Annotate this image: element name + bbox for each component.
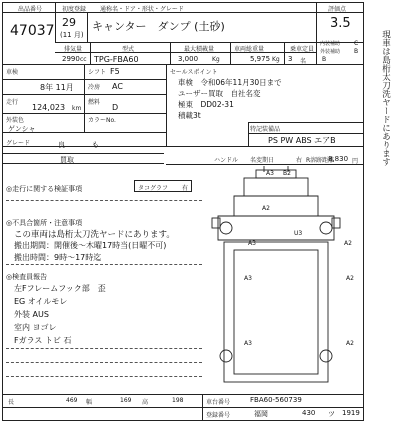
model-name: キャンター ダンプ (土砂) (92, 20, 225, 33)
mileage-label: 走行 (6, 99, 19, 106)
diagram-mark: B2 (283, 170, 291, 177)
equip-value: PS PW ABS エアB (268, 136, 336, 145)
weight-value: 5,975 (250, 55, 271, 63)
handle-label: ハンドル (214, 157, 239, 164)
width-label: 幅 (86, 399, 93, 406)
year-era: 29 (62, 16, 76, 29)
grade-value2: も (92, 141, 99, 149)
year-month: (11 月) (60, 31, 84, 39)
check-line-5: Fガラス トビ 石 (14, 336, 72, 345)
type-label: 型式 (122, 46, 135, 53)
side-note: 現車は島桁太刀洗ヤードにあります (380, 30, 391, 166)
load-value: 3,000 (178, 55, 199, 63)
width-value: 169 (120, 397, 132, 404)
diagram-mark: A2 (346, 275, 354, 282)
bad-line-2: 搬出期間：開催後～木曜17時当(日曜不可) (14, 241, 167, 250)
bad-line-1: この車両は島桁太刀洗ヤードにあります。 (14, 230, 175, 240)
cap-label: 乗車定員 (290, 46, 315, 53)
shift-label: シフト (88, 69, 107, 76)
plate-label: 登録番号 (206, 412, 231, 419)
r-unit: 円 (352, 158, 359, 165)
check-line-4: 室内 ヨゴレ (14, 323, 57, 332)
check-line-3: 外装 AUS (14, 310, 49, 319)
diagram-mark: A2 (344, 240, 352, 247)
mileage-unit: km (72, 105, 82, 112)
shift-value: F5 (110, 67, 120, 76)
diagram-mark: U3 (294, 230, 303, 237)
fuel-value: D (112, 103, 119, 112)
height-value: 198 (172, 397, 184, 404)
weight-label: 車両総重量 (234, 46, 265, 53)
fuel-label: 燃料 (88, 99, 101, 106)
selling-point-3: 極東 DD02-31 (178, 100, 234, 109)
ext-label: 外装補助 (320, 49, 341, 55)
plate-kana: ツ (328, 410, 335, 418)
diagram-mark: A3 (248, 240, 256, 247)
diagram-mark: A2 (262, 205, 270, 212)
load-unit: Kg (212, 56, 220, 63)
r-num: 8,830 (328, 155, 349, 163)
check-line-2: EG オイルモレ (14, 297, 68, 306)
diagram-mark: A3 (266, 170, 274, 177)
ownership-label: 名変期日 (250, 157, 275, 164)
cap-unit: 名 (300, 58, 307, 65)
color-label: 外装色 (6, 117, 25, 124)
ac-label: 冷房 (88, 84, 101, 91)
ac-value: AC (112, 82, 123, 91)
grade-label: グレード (6, 140, 31, 147)
buy-label: 買取 (60, 156, 74, 164)
cap-value: 3 (288, 55, 293, 63)
model-label: 通称名・ドア・形状・グレード (100, 6, 184, 13)
chassis-value: FBA60-560739 (250, 396, 302, 404)
selling-points-title: セールスポイント (170, 69, 218, 76)
score-sub: B (322, 56, 327, 63)
tacho-label: タコグラフ (138, 185, 169, 192)
color-no-label: カラーNo. (88, 117, 116, 124)
score-value: 3.5 (330, 16, 351, 31)
grade-value: 良 (58, 141, 65, 149)
disp-unit: cc (80, 56, 87, 63)
mileage-value: 124,023 (32, 103, 66, 112)
plate-city: 福岡 (254, 410, 268, 418)
chassis-label: 車台番号 (206, 399, 231, 406)
inspect-date: 8年 11月 (40, 83, 74, 92)
interior-box: C (354, 40, 359, 47)
load-label: 最大積載量 (184, 46, 215, 53)
disp-label: 排気量 (64, 46, 83, 53)
color-value: ゲンシャ (8, 125, 36, 133)
plate-number: 1919 (342, 409, 360, 417)
disp-value: 2990 (62, 55, 80, 63)
inspect-title: ◎走行に関する検証事項 (6, 185, 83, 193)
score-label: 評価点 (328, 6, 347, 13)
selling-point-1: 車検 令和06年11月30日まで (178, 78, 282, 87)
r-value: R溶跡距離 (306, 157, 335, 164)
diagram-mark: A3 (244, 340, 252, 347)
selling-point-2: ユーザー買取 自社名変 (178, 89, 261, 98)
inspect-label: 車検 (6, 69, 19, 76)
year-label: 初度登録 (62, 6, 87, 13)
lot-label: 出品番号 (18, 6, 43, 13)
ext-box: B (354, 48, 359, 55)
interior-label: 内装補助 (320, 41, 341, 47)
lot-number: 47037 (10, 23, 55, 39)
type-value: TPG-FBA60 (94, 55, 139, 64)
selling-point-4: 積載3t (178, 111, 201, 120)
length-label: 長 (8, 399, 15, 406)
bad-title: ◎不具合箇所・注意事項 (6, 219, 83, 227)
tacho-value: 有 (182, 185, 189, 192)
equip-label: 特記装備品 (250, 126, 281, 133)
check-line-1: 左Fフレームフック部 歪 (14, 284, 106, 293)
length-value: 469 (66, 397, 78, 404)
diagram-mark: A2 (346, 340, 354, 347)
diagram-mark: A3 (244, 275, 252, 282)
check-title: ◎検査員報告 (6, 273, 48, 281)
height-label: 高 (142, 399, 149, 406)
plate-class: 430 (302, 409, 316, 417)
weight-unit: Kg (272, 56, 280, 63)
right-label: 右 (296, 157, 303, 164)
vehicle-diagram (204, 166, 364, 394)
bad-line-3: 搬出時間：9時～17時迄 (14, 253, 102, 262)
